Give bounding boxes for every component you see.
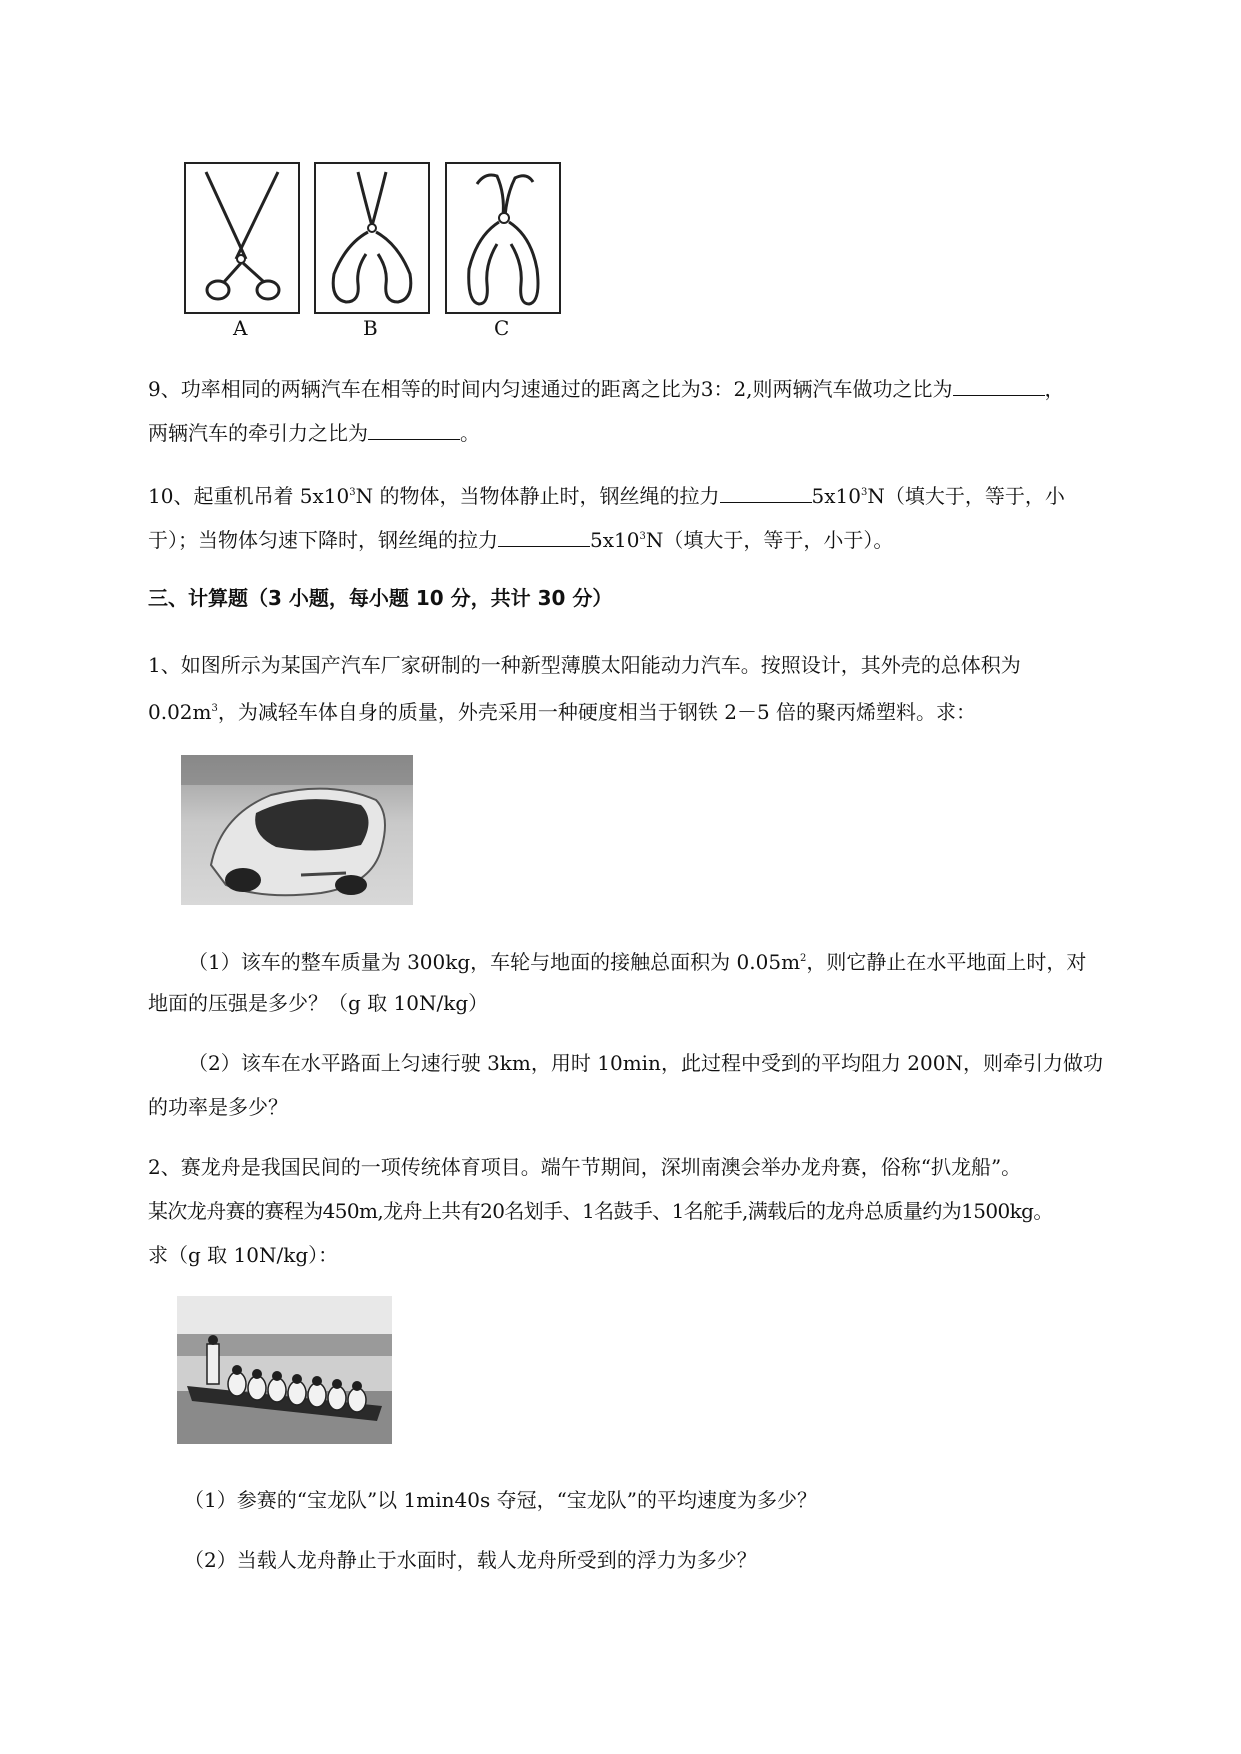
- p1-exp: 3: [211, 703, 218, 714]
- p2-line-1: 2、赛龙舟是我国民间的一项传统体育项目。端午节期间，深圳南澳会举办龙舟赛，俗称“扒龙船”。: [148, 1155, 1022, 1179]
- p1-sub1-text-b: ，则它静止在水平地面上时，对: [806, 950, 1087, 974]
- p2-line-2: 某次龙舟赛的赛程为450m,龙舟上共有20名划手、1名鼓手、1名舵手,满载后的龙舟总质量约为1500kg。: [148, 1199, 1053, 1223]
- question-10: [148, 471, 1148, 559]
- problem-2-sub-1: [148, 1478, 1148, 1522]
- q10-exp-1: 3: [349, 487, 356, 498]
- q10-text-c: 5x10: [811, 484, 861, 508]
- q10-blank-2: [498, 520, 590, 547]
- q10-exp-3: 3: [639, 531, 646, 542]
- figure-label-a: A: [233, 316, 248, 340]
- p2-line-3: 求（g 取 10N/kg）：: [148, 1243, 339, 1267]
- p1-sub1-line-2: 地面的压强是多少？（g 取 10N/kg）: [148, 991, 489, 1015]
- scissors-figure-a: [184, 162, 300, 314]
- figure-label-b: B: [363, 316, 378, 340]
- q10-text-g: N（填大于，等于，小于）。: [645, 528, 894, 552]
- q10-exp-2: 3: [860, 487, 868, 498]
- q9-blank-2: [368, 413, 460, 440]
- q10-text-d: N（填大于，等于，小: [867, 484, 1065, 508]
- q10-blank-1: [720, 476, 812, 503]
- q10-text-f: 5x10: [590, 528, 640, 552]
- q10-text-e: 于）；当物体匀速下降时，钢丝绳的拉力: [148, 528, 498, 552]
- scissors-figure-b: [314, 162, 430, 314]
- p2-sub2-text: （2）当载人龙舟静止于水面时，载人龙舟所受到的浮力为多少？: [184, 1548, 757, 1572]
- problem-1-sub-2: [148, 1041, 1148, 1129]
- section-3-heading: 三、计算题（3 小题，每小题 10 分，共计 30 分）: [148, 586, 613, 610]
- problem-2-stem: [148, 1145, 1148, 1277]
- problem-1-stem: [148, 643, 1148, 731]
- problem-1-sub-1: [148, 937, 1148, 1025]
- p1-sub2-line-2: 的功率是多少？: [148, 1095, 288, 1119]
- p1-sub2-text: （2）该车在水平路面上匀速行驶 3km，用时 10min，此过程中受到的平均阻力 200N，则牵引力做功: [188, 1051, 1103, 1075]
- solar-car-photo: [181, 755, 413, 905]
- p2-sub1-text: （1）参赛的“宝龙队”以 1min40s 夺冠，“宝龙队”的平均速度为多少？: [184, 1488, 818, 1512]
- q9-comma: ，: [1044, 377, 1065, 401]
- p1-sub1-text-a: （1）该车的整车质量为 300kg，车轮与地面的接触总面积为 0.05m: [188, 950, 801, 974]
- q9-period: 。: [460, 421, 480, 445]
- q9-text-2: 两辆汽车的牵引力之比为: [148, 421, 368, 445]
- p1-sub1-exp: 2: [800, 953, 807, 964]
- p1-line-2a: 0.02m: [148, 700, 212, 724]
- q10-text-b: N 的物体，当物体静止时，钢丝绳的拉力: [355, 484, 720, 508]
- scissors-b-drawing: [316, 164, 428, 312]
- q9-text-1: 9、功率相同的两辆汽车在相等的时间内匀速通过的距离之比为3：2,则两辆汽车做功之比为: [148, 377, 953, 401]
- problem-2-sub-2: [148, 1538, 1148, 1582]
- scissors-figure-c: [445, 162, 561, 314]
- dragon-boat-photo: [177, 1296, 392, 1444]
- p1-line-2b: ，为减轻车体自身的质量，外壳采用一种硬度相当于钢铁 2－5 倍的聚丙烯塑料。求：: [217, 700, 977, 724]
- scissors-a-drawing: [186, 164, 298, 312]
- question-9: [148, 367, 1148, 455]
- q9-blank-1: [953, 369, 1045, 396]
- q10-text-a: 10、起重机吊着 5x10: [148, 484, 350, 508]
- scissors-c-drawing: [447, 164, 559, 312]
- p1-line-1: 1、如图所示为某国产汽车厂家研制的一种新型薄膜太阳能动力汽车。按照设计，其外壳的总体积为: [148, 653, 1021, 677]
- figure-label-c: C: [494, 316, 510, 340]
